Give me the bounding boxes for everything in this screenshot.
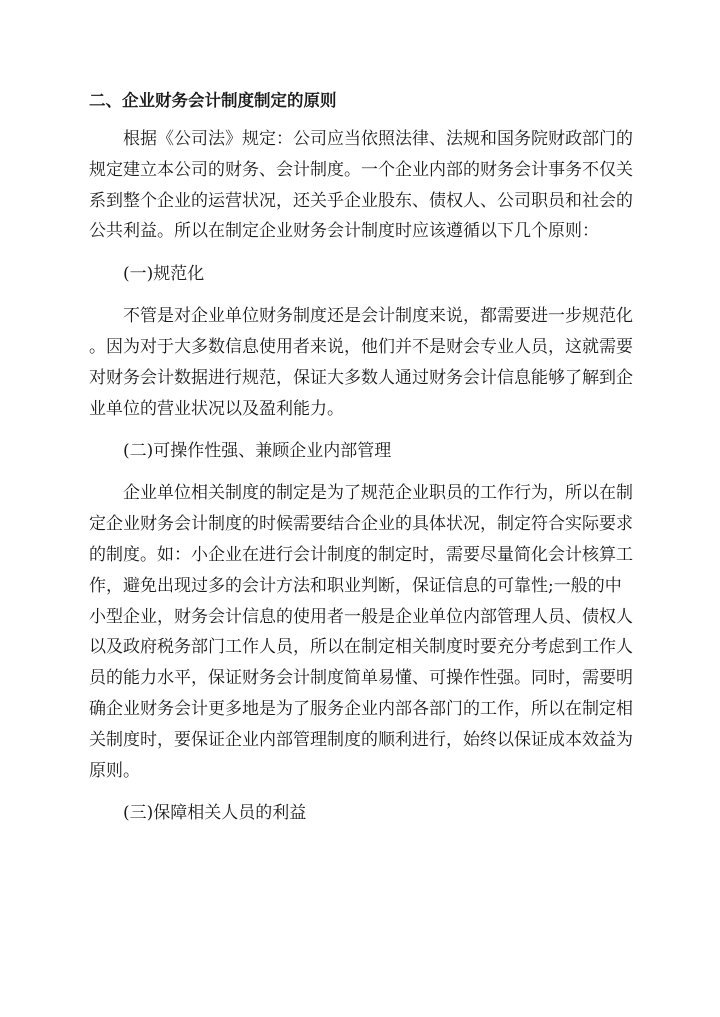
section-heading: 二、企业财务会计制度制定的原则 bbox=[89, 91, 337, 110]
document-page bbox=[89, 86, 631, 840]
paragraph-1 bbox=[89, 301, 631, 424]
paragraph-line: 作，避免出现过多的会计方法和职业判断，保证信息的可靠性;一般的中 bbox=[89, 575, 622, 596]
paragraph-line: 定企业财务会计制度的时候需要结合企业的具体状况，制定符合实际要求 bbox=[89, 514, 633, 535]
paragraph-line: 不管是对企业单位财务制度还是会计制度来说，都需要进一步规范化 bbox=[123, 306, 633, 327]
paragraph-line: 对财务会计数据进行规范，保证大多数人通过财务会计信息能够了解到企 bbox=[89, 367, 633, 388]
paragraph-line: 业单位的营业状况以及盈利能力。 bbox=[89, 398, 344, 419]
paragraph-line: 的制度。如：小企业在进行会计制度的制定时，需要尽量简化会计核算工 bbox=[89, 544, 633, 565]
paragraph-line: 。因为对于大多数信息使用者来说，他们并不是财会专业人员，这就需要 bbox=[89, 336, 633, 357]
paragraph-line: 原则。 bbox=[89, 760, 140, 781]
intro-paragraph bbox=[89, 124, 631, 247]
subheading-1: (一)规范化 bbox=[123, 264, 205, 285]
subheading-3: (三)保障相关人员的利益 bbox=[123, 803, 307, 824]
paragraph-line: 确企业财务会计更多地是为了服务企业内部各部门的工作，所以在制定相 bbox=[89, 698, 633, 719]
paragraph-line: 小型企业，财务会计信息的使用者一般是企业单位内部管理人员、债权人 bbox=[89, 606, 633, 627]
paragraph-line: 以及政府税务部门工作人员，所以在制定相关制度时要充分考虑到工作人 bbox=[89, 637, 633, 658]
paragraph-line: 系到整个企业的运营状况，还关乎企业股东、债权人、公司职员和社会的 bbox=[89, 190, 633, 211]
paragraph-line: 员的能力水平，保证财务会计制度简单易懂、可操作性强。同时，需要明 bbox=[89, 668, 633, 689]
paragraph-line: 根据《公司法》规定：公司应当依照法律、法规和国务院财政部门的 bbox=[123, 129, 633, 149]
subheading-2: (二)可操作性强、兼顾企业内部管理 bbox=[123, 441, 392, 462]
paragraph-line: 企业单位相关制度的制定是为了规范企业职员的工作行为，所以在制 bbox=[123, 483, 633, 504]
paragraph-line: 规定建立本公司的财务、会计制度。一个企业内部的财务会计事务不仅关 bbox=[89, 159, 633, 180]
paragraph-line: 关制度时，要保证企业内部管理制度的顺利进行，始终以保证成本效益为 bbox=[89, 729, 633, 750]
paragraph-line: 公共利益。所以在制定企业财务会计制度时应该遵循以下几个原则： bbox=[89, 221, 599, 242]
paragraph-2 bbox=[89, 478, 631, 786]
